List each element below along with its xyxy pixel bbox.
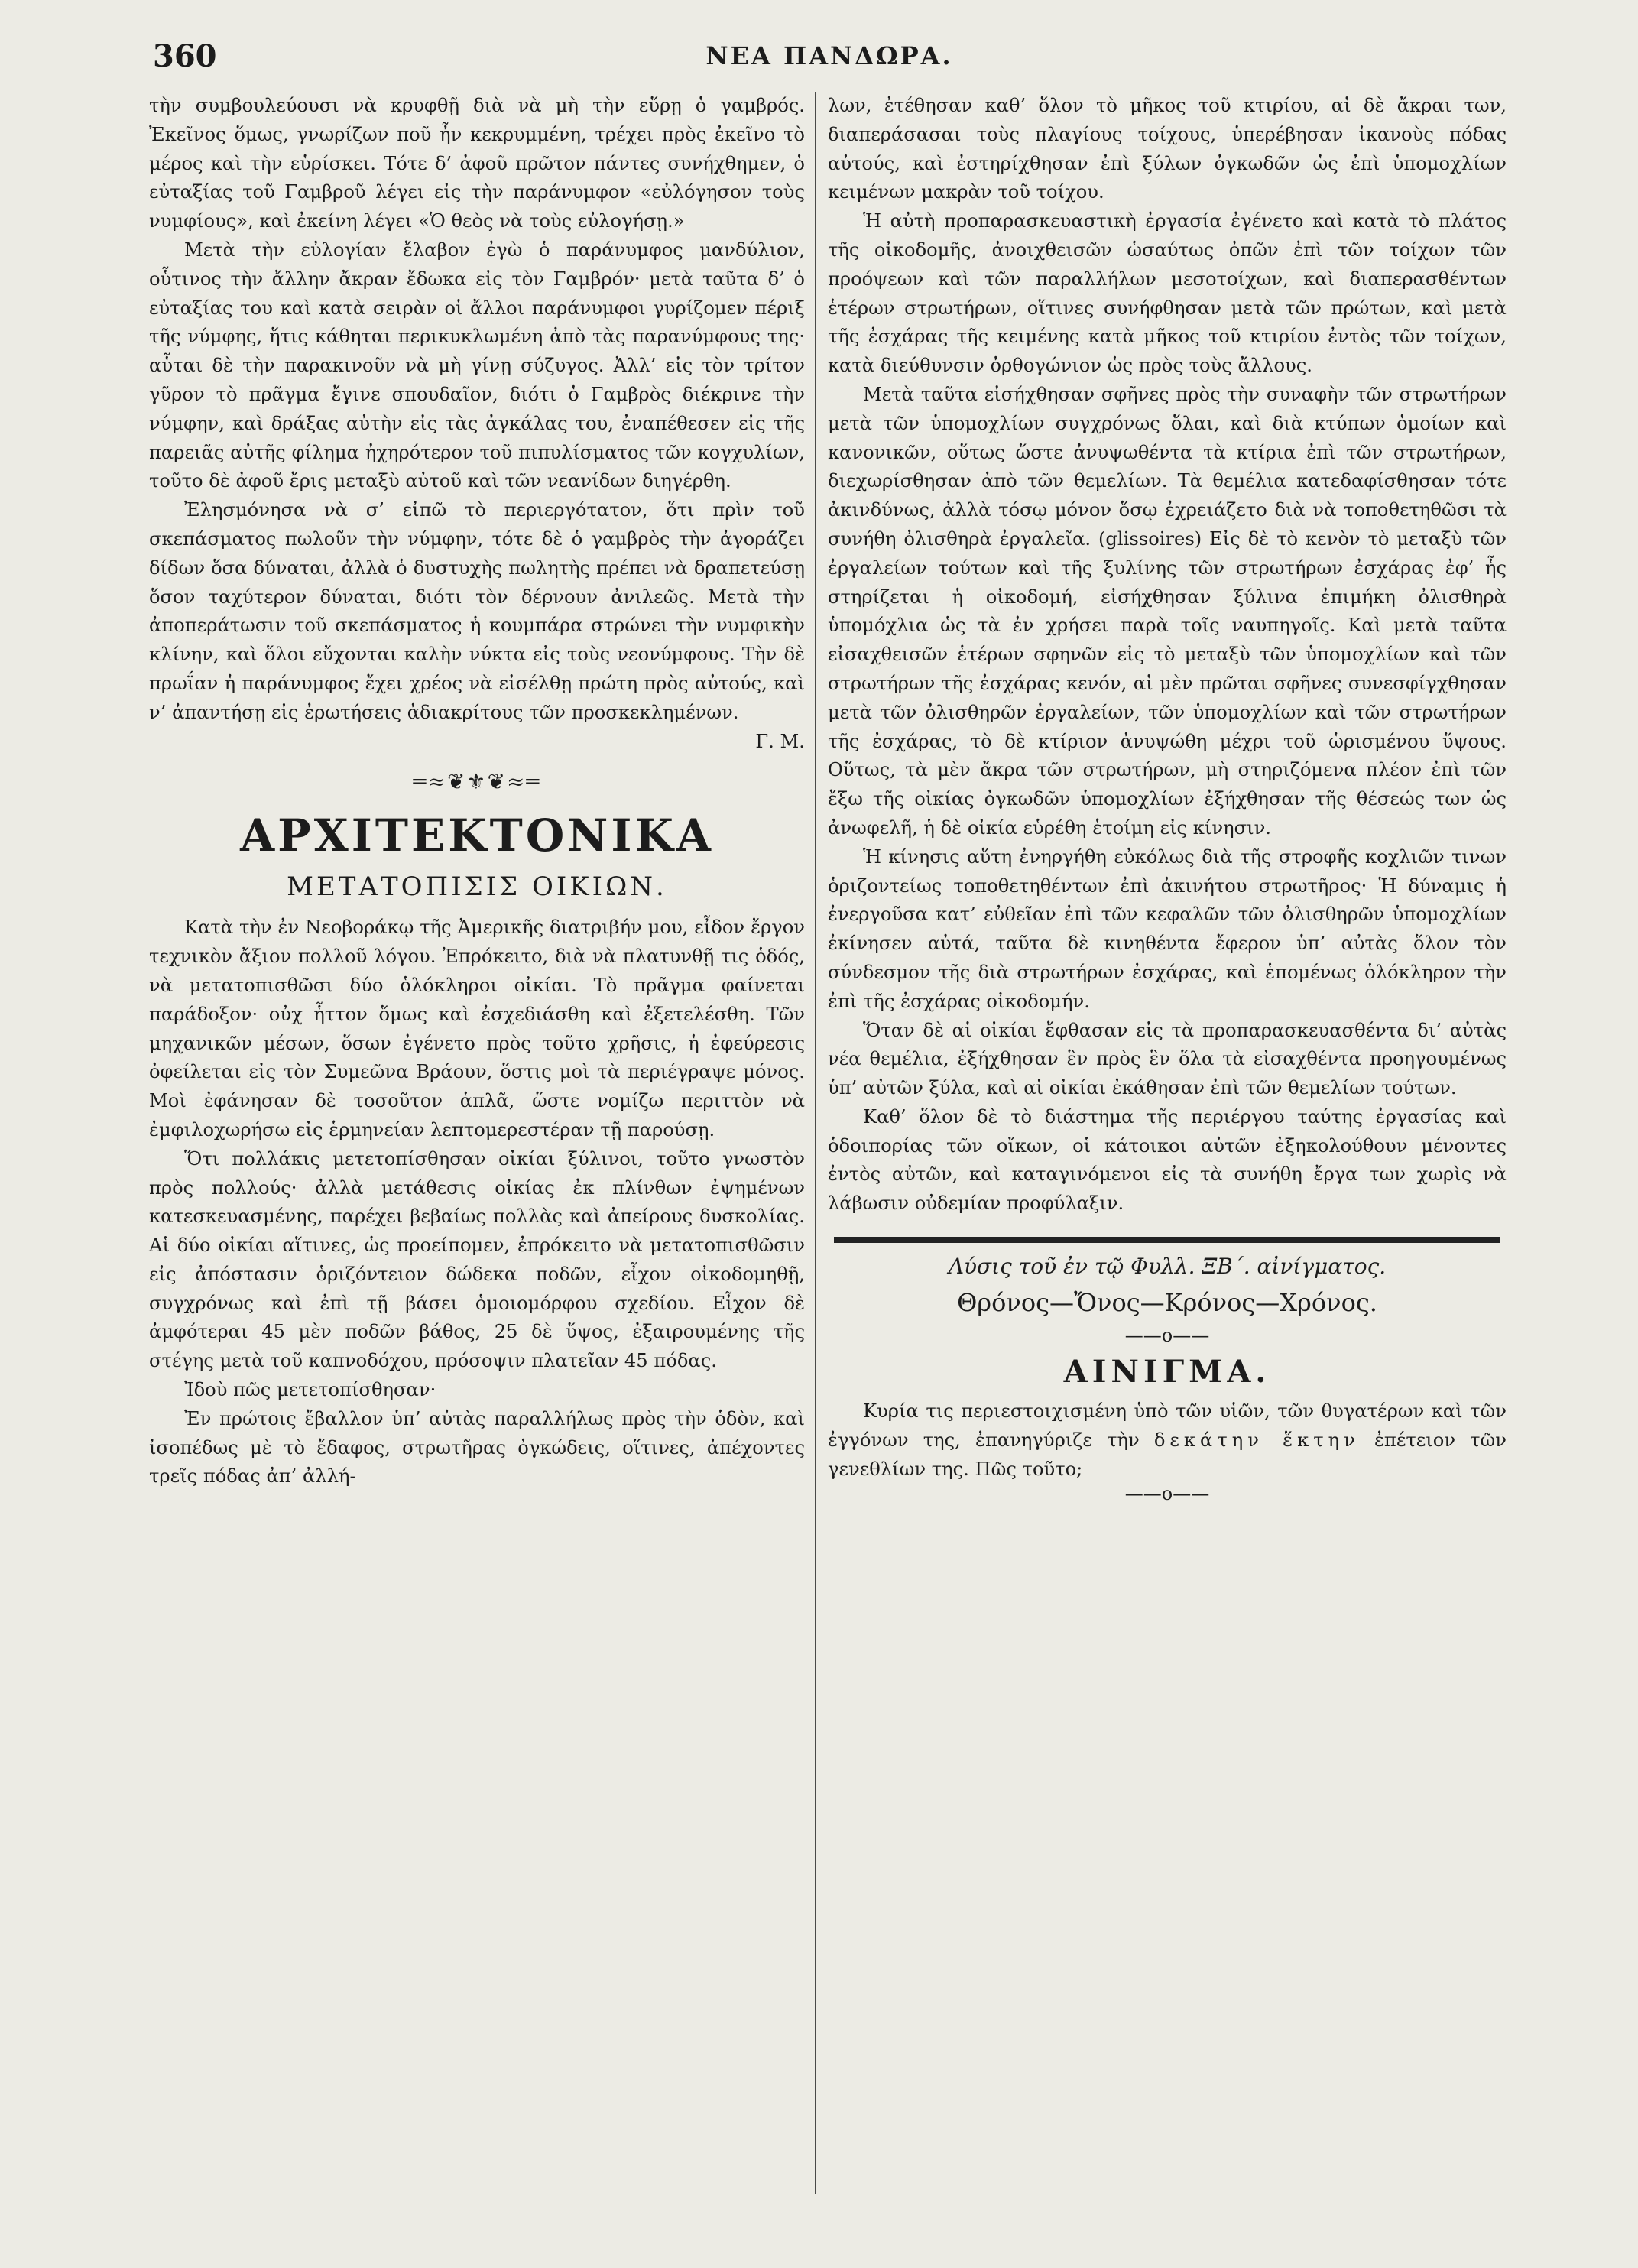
riddle-title: ΑΙΝΙΓΜΑ. xyxy=(1063,1354,1271,1390)
paragraph: Καθ’ ὅλον δὲ τὸ διάστημα τῆς περιέργου ταύτης ἐργασίας καὶ ὁδοιπορίας τῶν οἴκων, οἱ κάτοικοι αὐτῶν ἐξηκολούθουν μένοντες ἐντὸς αὐτῶν, καὶ καταγινόμενοι εἰς τὰ συνήθη ἔργα των χωρὶς νὰ λάβωσιν οὐδεμίαν προφύλαξιν. xyxy=(828,1105,1507,1215)
paragraph: Ὅταν δὲ αἱ οἰκίαι ἔφθασαν εἰς τὰ προπαρασκευασθέντα δι’ αὐτὰς νέα θεμέλια, ἐξήχθησαν ἓν πρὸς ἓν ὅλα τὰ εἰσαχθέντα προηγουμένως ὑπ’ αὐτῶν ξύλα, καὶ αἱ οἰκίαι ἐκάθησαν ἐπὶ τῶν θεμελίων τούτων. xyxy=(828,1019,1507,1099)
paragraph: Ὅτι πολλάκις μετετοπίσθησαν οἰκίαι ξύλινοι, τοῦτο γνωστὸν πρὸς πολλούς· ἀλλὰ μετάθεσις οἰκίας ἐκ πλίνθων ἐψημένων κατεσκευασμένης, παρέχει βεβαίως πολλὰς καὶ ἀπείρους δυσκολίας. Αἱ δύο οἰκίαι αἵτινες, ὡς προείπομεν, ἐπρόκειτο νὰ μετατοπισθῶσιν εἰς ἀπόστασιν ὁριζόντειον δώδεκα ποδῶν, εἶχον οἰκοδομηθῇ, συγχρόνως καὶ ἐπὶ τῇ βάσει ὁμοιομόρφου σχεδίου. Εἶχον δὲ ἀμφότεραι 45 μὲν ποδῶν βάθος, 25 δὲ ὕψος, ἐξαιρουμένης τῆς στέγης μετὰ τοῦ καπνοδόχου, πρόσοψιν πλατεῖαν 45 πόδας. xyxy=(149,1147,805,1372)
paragraph: Ἡ αὐτὴ προπαρασκευαστικὴ ἐργασία ἐγένετο καὶ κατὰ τὸ πλάτος τῆς οἰκοδομῆς, ἀνοιχθεισῶν ὡσαύτως ὀπῶν ἐπὶ τῶν τοίχων τῶν προόψεων καὶ τῶν παραλλήλων μεσοτοίχων, καὶ διαπερασθέντων ἑτέρων στρωτήρων, οἵτινες συνήφθησαν μετὰ τῶν πρώτων, καὶ μετὰ τῆς ἐσχάρας τῆς κειμένης κατὰ μῆκος τοῦ κτιρίου ἐντὸς τῶν τοίχων, κατὰ διεύθυνσιν ὀρθογώνιον ὡς πρὸς τοὺς ἄλλους. xyxy=(828,210,1507,377)
ornament-divider: ═≈❦⚜❦≈═ xyxy=(413,769,541,795)
page-number: 360 xyxy=(153,38,217,74)
section-subtitle: ΜΕΤΑΤΟΠΙΣΙΣ ΟΙΚΙΩΝ. xyxy=(287,871,667,903)
small-divider: ——o—— xyxy=(1124,1325,1210,1347)
paragraph: Ἡ κίνησις αὕτη ἐνηργήθη εὐκόλως διὰ τῆς στροφῆς κοχλιῶν τινων ὁριζοντείως τοποθετηθέντων ἐπὶ ἀκινήτου στρωτῆρος· Ἡ δύναμις ἡ ἐνεργοῦσα κατ’ εὐθεῖαν ἐπὶ τῶν κεφαλῶν τῶν ὀλισθηρῶν ὑπομοχλίων ἐκίνησεν αὐτά, ταῦτα δὲ κινηθέντα ἔφερον ὑπ’ αὐτὰς ὅλον τὸν σύνδεσμον τῆς διὰ στρωτήρων ἐσχάρας, καὶ ἑπομένως ὁλόκληρον τὴν ἐπὶ τῆς ἐσχάρας οἰκοδομήν. xyxy=(828,845,1507,1012)
paragraph: τὴν συμβουλεύουσι νὰ κρυφθῇ διὰ νὰ μὴ τὴν εὕρῃ ὁ γαμβρός. Ἐκεῖνος ὅμως, γνωρίζων ποῦ ἦν κεκρυμμένη, τρέχει πρὸς ἐκεῖνο τὸ μέρος καὶ τὴν εὑρίσκει. Τότε δ’ ἀφοῦ πρῶτον πάντες συνήχθημεν, ὁ εὐταξίας τοῦ Γαμβροῦ λέγει εἰς τὴν παράνυμφον «εὐλόγησον τοὺς νυμφίους», καὶ ἐκείνη λέγει «Ὁ θεὸς νὰ τοὺς εὐλογήσῃ.» xyxy=(149,95,805,232)
riddle-text-part: ἐπέτειον τῶν γενεθλίων της. Πῶς τοῦτο; xyxy=(828,1429,1507,1480)
column-divider xyxy=(815,92,816,2194)
riddle-text-part: Κυρία τις περιεστοιχισμένη ὑπὸ τῶν υἱῶν, τῶν θυγατέρων καὶ τῶν ἐγγόνων της, ἐπανηγύριζε τὴν xyxy=(828,1400,1507,1451)
running-title: ΝΕΑ ΠΑΝΔΩΡΑ. xyxy=(705,41,953,70)
paragraph: Μετὰ ταῦτα εἰσήχθησαν σφῆνες πρὸς τὴν συναφὴν τῶν στρωτήρων μετὰ τῶν ὑπομοχλίων συγχρόνως ὅλαι, καὶ διὰ κτύπων ὁμοίων καὶ κανονικῶν, οὕτως ὥστε ἀνυψωθέντα τὰ κτίρια ἐπὶ τῶν στρωτήρων, διεχωρίσθησαν ἀπὸ τῶν θεμελίων. Τὰ θεμέλια κατεδαφίσθησαν τότε ἀκινδύνως, ἀλλὰ τόσῳ μόνον ὅσῳ ἐχρειάζετο διὰ νὰ τοποθετηθῶσι τὰ συνήθη ὀλισθηρὰ ἐργαλεῖα. (glissoires) Εἰς δὲ τὸ κενὸν τὸ μεταξὺ τῶν ἐργαλείων τούτων καὶ τῆς ξυλίνης τῶν στρωτήρων ἐσχάρας ἐφ’ ἧς στηρίζεται ἡ οἰκοδομή, εἰσήχθησαν ξύλινα ἐπιμήκη ὀλισθηρὰ ὑπομόχλια ὡς τὰ ἐν χρήσει παρὰ τοῖς ναυπηγοῖς. Καὶ μετὰ ταῦτα εἰσαχθεισῶν ἑτέρων σφηνῶν εἰς τὸ μεταξὺ τῶν ὑπομοχλίων καὶ τῶν στρωτήρων τῆς ἐσχάρας κενόν, αἱ μὲν πρῶται σφῆνες συνεσφίγχθησαν μετὰ τῶν ὀλισθηρῶν ἐργαλείων, τῶν ὑπομοχλίων καὶ τῶν στρωτήρων τῆς ἐσχάρας, τὸ δὲ κτίριον ἀνυψώθη μέχρι τοῦ ὡρισμένου ὕψους. Οὕτως, τὰ μὲν ἄκρα τῶν στρωτήρων, μὴ στηριζόμενα πλέον ἐπὶ τῶν ἔξω τῆς οἰκίας ὀγκωδῶν ὑπομοχλίων ἐξήχθησαν τῆς θέσεώς των ὡς ἀνωφελῆ, ἡ δὲ οἰκία εὑρέθη ἑτοίμη εἰς κίνησιν. xyxy=(828,383,1507,839)
solution-answer: Θρόνος—Ὄνος—Κρόνος—Χρόνος. xyxy=(957,1288,1377,1318)
paragraph: Μετὰ τὴν εὐλογίαν ἔλαβον ἐγὼ ὁ παράνυμφος μανδύλιον, οὗτινος τὴν ἄλλην ἄκραν ἔδωκα εἰς τὸν Γαμβρόν· μετὰ ταῦτα δ’ ὁ εὐταξίας του καὶ κατὰ σειρὰν οἱ ἄλλοι παράνυμφοι γυρίζομεν πέριξ τῆς νύμφης, ἥτις κάθηται περικυκλωμένη ἀπὸ τὰς παρανύμφους της· αὗται δὲ τὴν παρακινοῦν νὰ μὴ γίνῃ σύζυγος. Ἀλλ’ εἰς τὸν τρίτον γῦρον τὸ πρᾶγμα ἔγινε σπουδαῖον, διότι ὁ Γαμβρὸς διέκρινε τὴν νύμφην, καὶ δράξας αὐτὴν εἰς τὰς ἀγκάλας του, ἐναπέθεσεν εἰς τῆς παρειᾶς αὐτῆς φίλημα ἠχηρότερον τοῦ πιπυλίσματος τῶν κογχυλίων, τοῦτο δὲ ἀφοῦ ἔρις μεταξὺ αὐτοῦ καὶ τῶν νεανίδων διηγέρθη. xyxy=(149,238,805,492)
right-column xyxy=(828,92,1507,1504)
small-divider: ——o—— xyxy=(1124,1483,1210,1505)
author-signature: Γ. Μ. xyxy=(755,730,805,752)
section-title: ΑΡΧΙΤΕΚΤΟΝΙΚΑ xyxy=(240,810,714,862)
page-header xyxy=(153,38,1506,92)
paragraph: Ἐν πρώτοις ἔβαλλον ὑπ’ αὐτὰς παραλλήλως πρὸς τὴν ὁδὸν, καὶ ἰσοπέδως μὲ τὸ ἔδαφος, στρωτῆρας ὀγκώδεις, οἵτινες, ἀπέχοντες τρεῖς πόδας ἀπ’ ἀλλή- xyxy=(149,1407,805,1488)
paragraph: Ἐλησμόνησα νὰ σ’ εἰπῶ τὸ περιεργότατον, ὅτι πρὶν τοῦ σκεπάσματος πωλοῦν τὴν νύμφην, τότε δὲ ὁ γαμβρὸς τὴν ἀγοράζει δίδων ὅσα δύναται, ἀλλὰ ὁ δυστυχὴς πωλητὴς πρέπει νὰ δραπετεύσῃ ὅσον ταχύτερον δύναται, διότι τὸν δέρνουν ἀνιλεῶς. Μετὰ τὴν ἀποπεράτωσιν τοῦ σκεπάσματος ἡ κουμπάρα στρώνει τὴν νυμφικὴν κλίνην, καὶ ὅλοι εὔχονται καλὴν νύκτα εἰς τοὺς νεονύμφους. Τὴν δὲ πρωΐαν ἡ παράνυμφος ἔχει χρέος νὰ εἰσέλθῃ πρώτη πρὸς αὐτούς, καὶ ν’ ἀπαντήσῃ εἰς ἐρωτήσεις ἀδιακρίτους τῶν προσκεκλημένων. xyxy=(149,499,805,723)
signature-line xyxy=(149,728,805,757)
paragraph: Ἰδοὺ πῶς μετετοπίσθησαν· xyxy=(184,1379,436,1401)
paragraph: λων, ἐτέθησαν καθ’ ὅλον τὸ μῆκος τοῦ κτιρίου, αἱ δὲ ἄκραι των, διαπεράσασαι τοὺς πλαγίους τοίχους, ὑπερέβησαν ἱκανοὺς πόδας αὐτούς, καὶ ἐστηρίχθησαν ἐπὶ ξύλων ὀγκωδῶν ὡς ἐπὶ ὑπομοχλίων κειμένων μακρὰν τοῦ τοίχου. xyxy=(828,95,1507,203)
paragraph: Κατὰ τὴν ἐν Νεοβοράκῳ τῆς Ἀμερικῆς διατριβήν μου, εἶδον ἔργον τεχνικὸν ἄξιον πολλοῦ λόγου. Ἐπρόκειτο, διὰ νὰ πλατυνθῇ τις ὁδός, νὰ μετατοπισθῶσι δύο ὁλόκληροι οἰκίαι. Τὸ πρᾶγμα φαίνεται παράδοξον· οὐχ ἧττον ὅμως καὶ ἐσχεδιάσθη καὶ ἐξετελέσθη. Τῶν μηχανικῶν μέσων, ὅσων ἐγένετο πρὸς τοῦτο χρῆσις, ἡ ἐφεύρεσις ὀφείλεται εἰς τὸν Συμεῶνα Βράουν, ὅστις μοὶ τὰ περιέγραψε μόνος. Μοὶ ἐφάνησαν δὲ τοσοῦτον ἁπλᾶ, ὥστε νομίζω περιττὸν νὰ ἐμφιλοχωρήσω εἰς ἑρμηνείαν λεπτομερεστέραν τῇ παρούσῃ. xyxy=(149,917,805,1140)
left-column xyxy=(149,92,805,1491)
riddle-text xyxy=(828,1397,1507,1484)
thick-divider xyxy=(834,1237,1500,1243)
riddle-spaced-text: δεκάτην ἕκτην xyxy=(1153,1429,1360,1451)
solution-title: Λύσις τοῦ ἐν τῷ Φυλλ. ΞΒ΄. αἰνίγματος. xyxy=(948,1254,1387,1280)
